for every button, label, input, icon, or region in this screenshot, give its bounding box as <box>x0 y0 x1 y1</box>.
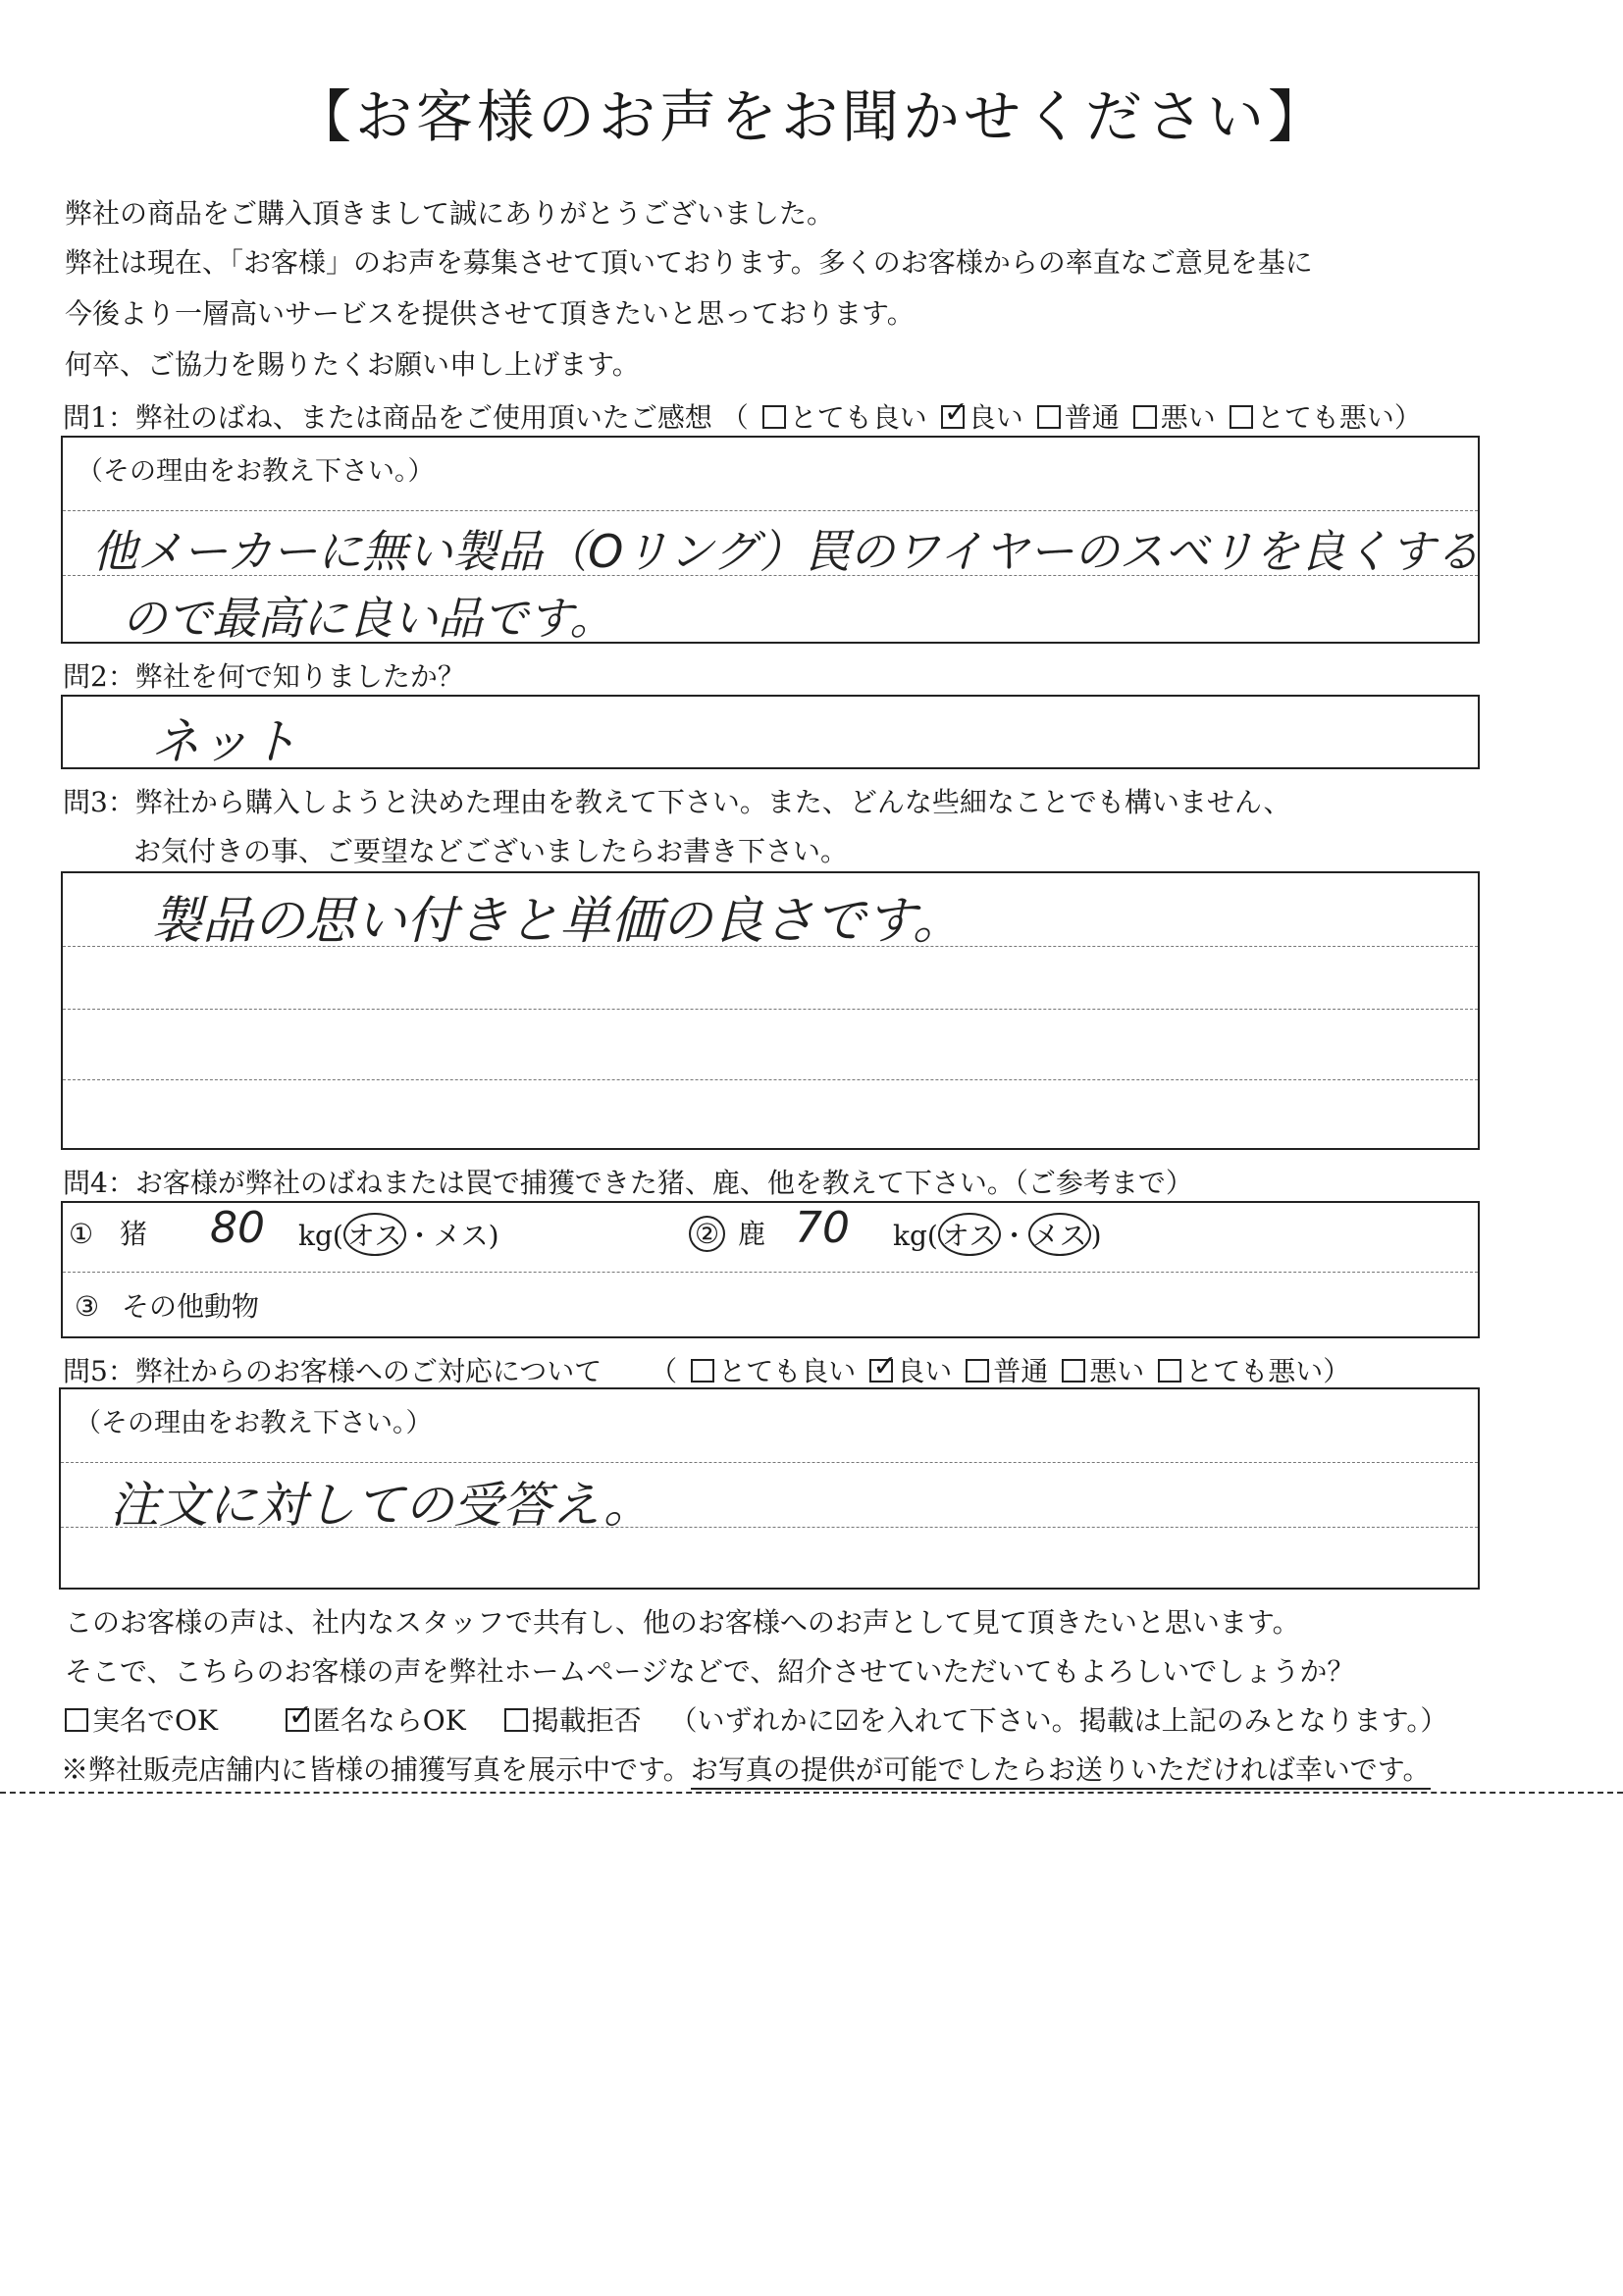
ruled-line <box>63 510 1478 511</box>
sex-female-circled[interactable]: メス <box>1028 1213 1091 1256</box>
checkbox-checked-icon[interactable] <box>286 1708 309 1732</box>
q5-answer: 注文に対しての受答え。 <box>110 1477 653 1534</box>
q1-option-good[interactable]: ✓ 良い <box>941 396 1023 436</box>
question-1-text: 問1：弊社のばね、または商品をご使用頂いたご感想 <box>63 401 712 434</box>
item-1-weight: 80 <box>210 1203 265 1253</box>
footer-note-underlined: お写真の提供が可能でしたらお送りいただければ幸いです。 <box>691 1753 1431 1790</box>
consent-real-name[interactable]: 実名でOK <box>65 1699 218 1739</box>
checkbox-icon[interactable] <box>1133 405 1157 429</box>
sex-male-circled[interactable]: オス <box>343 1213 406 1256</box>
q2-answer: ネット <box>151 713 298 770</box>
intro-line-3: 今後より一層高いサービスを提供させて頂きたいと思っております。 <box>65 297 915 330</box>
item-2-sex: kg( オス ・ メス ) <box>893 1213 1102 1256</box>
question-5: 問5：弊社からのお客様へのご対応について （ とても良い✓ 良い 普通 悪い とても悪い） <box>63 1350 1350 1389</box>
checkbox-icon[interactable] <box>504 1708 528 1732</box>
item-number-2-circled: ② <box>689 1216 725 1252</box>
question-1: 問1：弊社のばね、または商品をご使用頂いたご感想 （ とても良い✓ 良い 普通 悪い とても悪い） <box>63 396 1422 436</box>
q1-option-bad[interactable]: 悪い <box>1133 396 1216 436</box>
consent-anonymous[interactable]: ✓ 匿名ならOK <box>286 1699 466 1739</box>
q3-answer: 製品の思い付きと単価の良さです。 <box>151 892 964 951</box>
q1-answer-line-2: ので最高に良い品です。 <box>122 592 615 645</box>
ruled-line <box>63 1272 1478 1273</box>
q5-option-very-good[interactable]: とても良い <box>691 1350 856 1389</box>
cut-line-divider <box>0 1792 1623 1794</box>
item-number-1: ① <box>69 1218 94 1250</box>
q2-answer-box[interactable] <box>61 695 1480 769</box>
consent-note: （いずれかに☑を入れて下さい。掲載は上記のみとなります。） <box>669 1704 1448 1737</box>
q4-answer-box[interactable] <box>61 1201 1480 1338</box>
checkbox-icon[interactable] <box>966 1359 989 1383</box>
q5-answer-box[interactable] <box>59 1387 1480 1590</box>
footer-note <box>61 1748 1431 1788</box>
item-1-label: 猪 <box>120 1218 148 1250</box>
intro-line-4: 何卒、ご協力を賜りたくお願い申し上げます。 <box>65 348 640 381</box>
checkbox-icon[interactable] <box>1230 405 1253 429</box>
q1-option-very-bad[interactable]: とても悪い <box>1230 396 1394 436</box>
item-2-weight: 70 <box>795 1203 850 1253</box>
page-title: 【お客様のお声をお聞かせください】 <box>293 83 1329 150</box>
ruled-line <box>63 1079 1478 1080</box>
q4-item-2 <box>689 1213 765 1252</box>
q4-item-1 <box>69 1213 147 1252</box>
question-2: 問2：弊社を何で知りましたか？ <box>63 660 465 693</box>
checkbox-icon[interactable] <box>1037 405 1061 429</box>
q1-option-normal[interactable]: 普通 <box>1037 396 1120 436</box>
checkbox-icon[interactable] <box>691 1359 714 1383</box>
ruled-line <box>63 1009 1478 1010</box>
question-5-text: 問5：弊社からのお客様へのご対応について <box>63 1355 602 1387</box>
checkbox-icon[interactable] <box>1158 1359 1181 1383</box>
consent-row <box>65 1699 1447 1739</box>
q1-reason-label: （その理由をお教え下さい。） <box>77 456 435 487</box>
item-1-sex: kg( オス ・メス) <box>298 1213 499 1256</box>
sex-female[interactable]: メス <box>433 1220 489 1252</box>
checkbox-icon[interactable] <box>762 405 786 429</box>
intro-line-2: 弊社は現在、「お客様」のお声を募集させて頂いております。多くのお客様からの率直なご意見を基に <box>65 246 1313 279</box>
sex-male-circled[interactable]: オス <box>938 1213 1001 1256</box>
question-4: 問4：お客様が弊社のばねまたは罠で捕獲できた猪、鹿、他を教えて下さい。（ご参考まで） <box>63 1167 1193 1199</box>
intro-line-1: 弊社の商品をご購入頂きまして誠にありがとうございました。 <box>65 197 835 230</box>
item-2-label: 鹿 <box>738 1218 766 1250</box>
checkbox-checked-icon[interactable] <box>869 1359 893 1383</box>
question-3-line-2: お気付きの事、ご要望などございましたらお書き下さい。 <box>133 835 849 867</box>
q3-answer-box[interactable] <box>61 871 1480 1150</box>
item-number-3: ③ <box>75 1290 100 1323</box>
ruled-line <box>61 1462 1478 1463</box>
question-3-line-1: 問3：弊社から購入しようと決めた理由を教えて下さい。また、どんな些細なことでも構いません、 <box>63 786 1291 818</box>
q1-answer-line-1: 他メーカーに無い製品（Oリング）罠のワイヤーのスベリを良くする <box>92 525 1481 578</box>
footer-line-1: このお客様の声は、社内なスタッフで共有し、他のお客様へのお声として見て頂きたいと思います。 <box>65 1606 1300 1639</box>
consent-refuse[interactable]: 掲載拒否 <box>504 1699 642 1739</box>
q1-answer-box[interactable] <box>61 436 1480 644</box>
q4-item-3 <box>75 1285 259 1325</box>
checkbox-icon[interactable] <box>65 1708 88 1732</box>
checkbox-checked-icon[interactable] <box>941 405 965 429</box>
q5-option-bad[interactable]: 悪い <box>1062 1350 1144 1389</box>
q5-option-very-bad[interactable]: とても悪い <box>1158 1350 1323 1389</box>
footer-line-2: そこで、こちらのお客様の声を弊社ホームページなどで、紹介させていただいてもよろしいでしょうか？ <box>65 1655 1355 1688</box>
q1-option-very-good[interactable]: とても良い <box>762 396 927 436</box>
checkbox-icon[interactable] <box>1062 1359 1085 1383</box>
item-3-label: その他動物 <box>122 1290 260 1323</box>
q5-option-normal[interactable]: 普通 <box>966 1350 1048 1389</box>
q5-reason-label: （その理由をお教え下さい。） <box>75 1408 433 1438</box>
footer-note-start: ※弊社販売店舗内に皆様の捕獲写真を展示中です。 <box>61 1753 691 1786</box>
q5-option-good[interactable]: ✓ 良い <box>869 1350 952 1389</box>
